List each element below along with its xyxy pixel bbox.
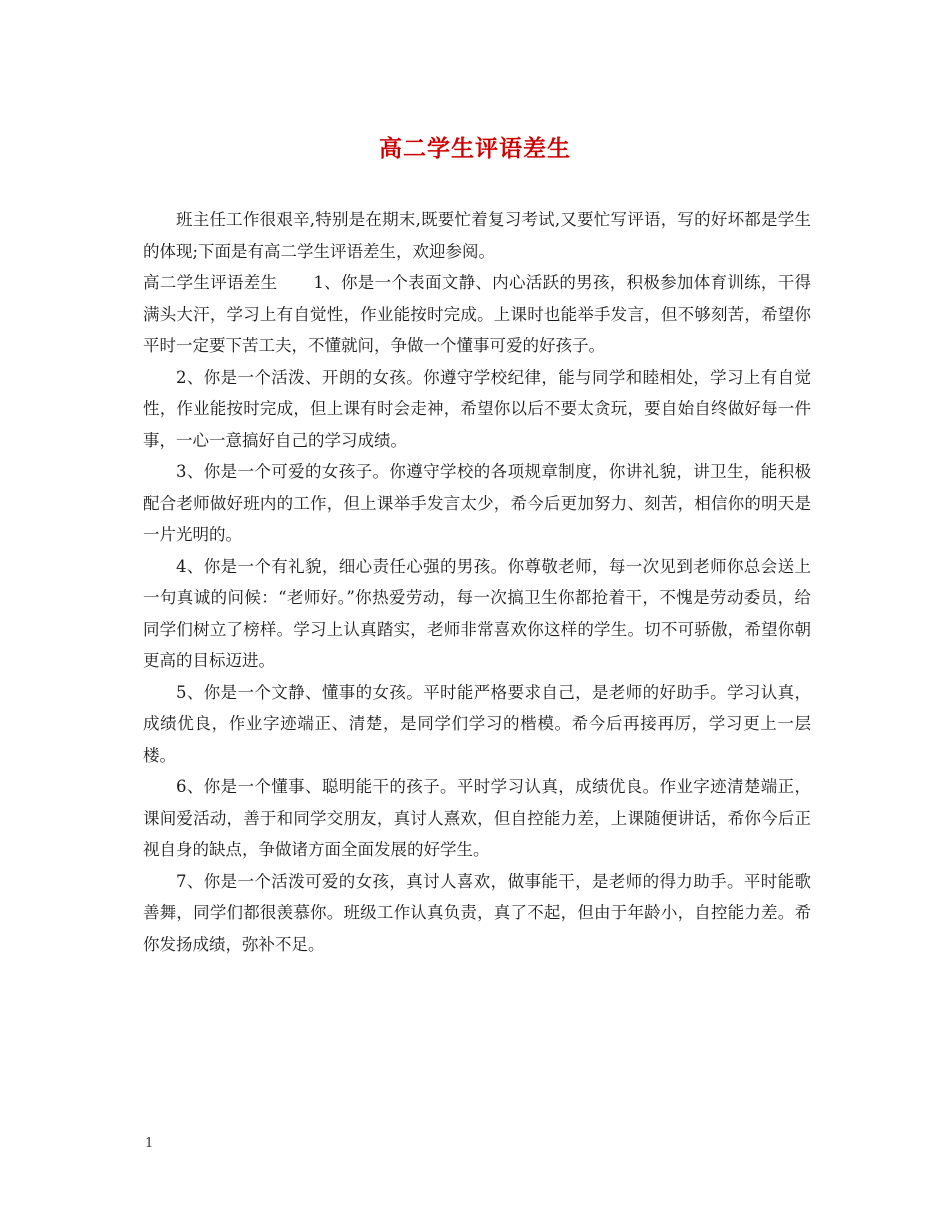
comment-paragraph-7: 7、你是一个活泼可爱的女孩，真讨人喜欢，做事能干，是老师的得力助手。平时能歌善舞，同学们都很羡慕你。班级工作认真负责，真了不起，但由于年龄小，自控能力差。希你发扬成绩，弥补不足。	[143, 871, 811, 954]
document-title: 高二学生评语差生	[379, 135, 571, 162]
comment-paragraph-1	[143, 267, 811, 362]
comment-paragraph-3: 3、你是一个可爱的女孩子。你遵守学校的各项规章制度，你讲礼貌，讲卫生，能积极配合老师做好班内的工作，但上课举手发言太少，希今后更加努力、刻苦，相信你的明天是一片光明的。	[143, 462, 811, 544]
page-number: 1	[145, 1136, 154, 1151]
comment-paragraph-4: 4、你是一个有礼貌，细心责任心强的男孩。你尊敬老师，每一次见到老师你总会送上一句真诚的问候：“老师好。”你热爱劳动，每一次搞卫生你都抢着干，不愧是劳动委员，给同学们树立了榜样。学习上认真踏实，老师非常喜欢你这样的学生。切不可骄傲，希望你朝更高的目标迈进。	[143, 556, 811, 670]
document-body	[143, 204, 811, 960]
section-label: 高二学生评语差生	[143, 273, 278, 292]
comment-paragraph-2: 2、你是一个活泼、开朗的女孩。你遵守学校纪律，能与同学和睦相处，学习上有自觉性，作业能按时完成，但上课有时会走神，希望你以后不要太贪玩，要自始自终做好每一件事，一心一意搞好自己的学习成绩。	[143, 367, 811, 450]
comment-text-1: 1、你是一个表面文静、内心活跃的男孩，积极参加体育训练，干得满头大汗，学习上有自觉性，作业能按时完成。上课时也能举手发言，但不够刻苦，希望你平时一定要下苦工夫，不懂就问，争做一个懂事可爱的好孩子。	[143, 273, 812, 355]
comment-paragraph-5: 5、你是一个文静、懂事的女孩。平时能严格要求自己，是老师的好助手。学习认真，成绩优良，作业字迹端正、清楚，是同学们学习的楷模。希今后再接再厉，学习更上一层楼。	[143, 682, 811, 765]
comment-paragraph-6: 6、你是一个懂事、聪明能干的孩子。平时学习认真，成绩优良。作业字迹清楚端正，课间爱活动，善于和同学交朋友，真讨人熹欢，但自控能力差，上课随便讲话，希你今后正视自身的缺点，争做诸方面全面发展的好学生。	[143, 777, 811, 859]
intro-paragraph: 班主任工作很艰辛,特别是在期末,既要忙着复习考试,又要忙写评语，写的好坏都是学生的体现;下面是有高二学生评语差生，欢迎参阅。	[143, 210, 811, 261]
